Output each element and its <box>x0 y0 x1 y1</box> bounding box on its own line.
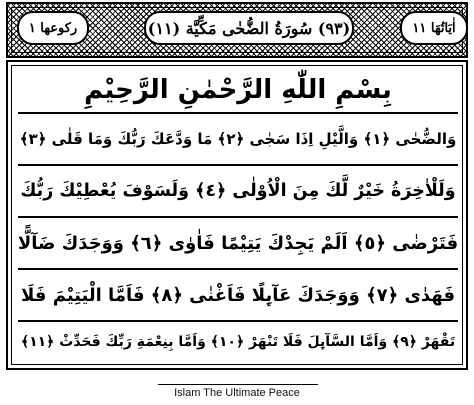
verse-panel <box>6 60 468 370</box>
verse-line-2: وَلَلْاٰخِرَةُ خَيْرٌ لَّكَ مِنَ الْاُوْلٰى ﴿٤﴾ وَلَسَوْفَ يُعْطِيْكَ رَبُّكَ <box>18 166 458 218</box>
ruku-count-label: ركوعها ١ <box>17 11 89 45</box>
surah-header-band <box>6 2 468 58</box>
caption-divider <box>158 384 318 385</box>
surah-title: (٩٣) سُورَةُ الضُّحٰى مَكِّيَّة (١١) <box>144 11 354 45</box>
verse-line-3: فَتَرْضٰى ﴿٥﴾ اَلَمْ يَجِدْكَ يَتِيْمًا فَاٰوٰى ﴿٦﴾ وَوَجَدَكَ ضَآلًّا <box>18 218 458 270</box>
verse-line-1: وَالضُّحٰى ﴿١﴾ وَالَّيْلِ اِذَا سَجٰى ﴿٢﴾ مَا وَدَّعَكَ رَبُّكَ وَمَا قَلٰى ﴿٣﴾ <box>18 114 458 166</box>
ayat-count-label: اٰيَاتُهَا ١١ <box>400 11 468 45</box>
verse-line-5: تَقْهَرْ ﴿٩﴾ وَاَمَّا السَّآىِٕلَ فَلَا تَنْهَرْ ﴿١٠﴾ وَاَمَّا بِنِعْمَةِ رَبِّكَ فَحَدِّثْ ﴿١١﴾ <box>20 334 456 350</box>
source-caption: Islam The Ultimate Peace <box>174 387 300 399</box>
verse-line-4: فَهَدٰى ﴿٧﴾ وَوَجَدَكَ عَآىِٕلًا فَاَغْنٰى ﴿٨﴾ فَاَمَّا الْيَتِيْمَ فَلَا <box>18 270 458 322</box>
basmala-line: بِسْمِ اللّٰهِ الرَّحْمٰنِ الرَّحِيْمِ <box>18 68 458 114</box>
